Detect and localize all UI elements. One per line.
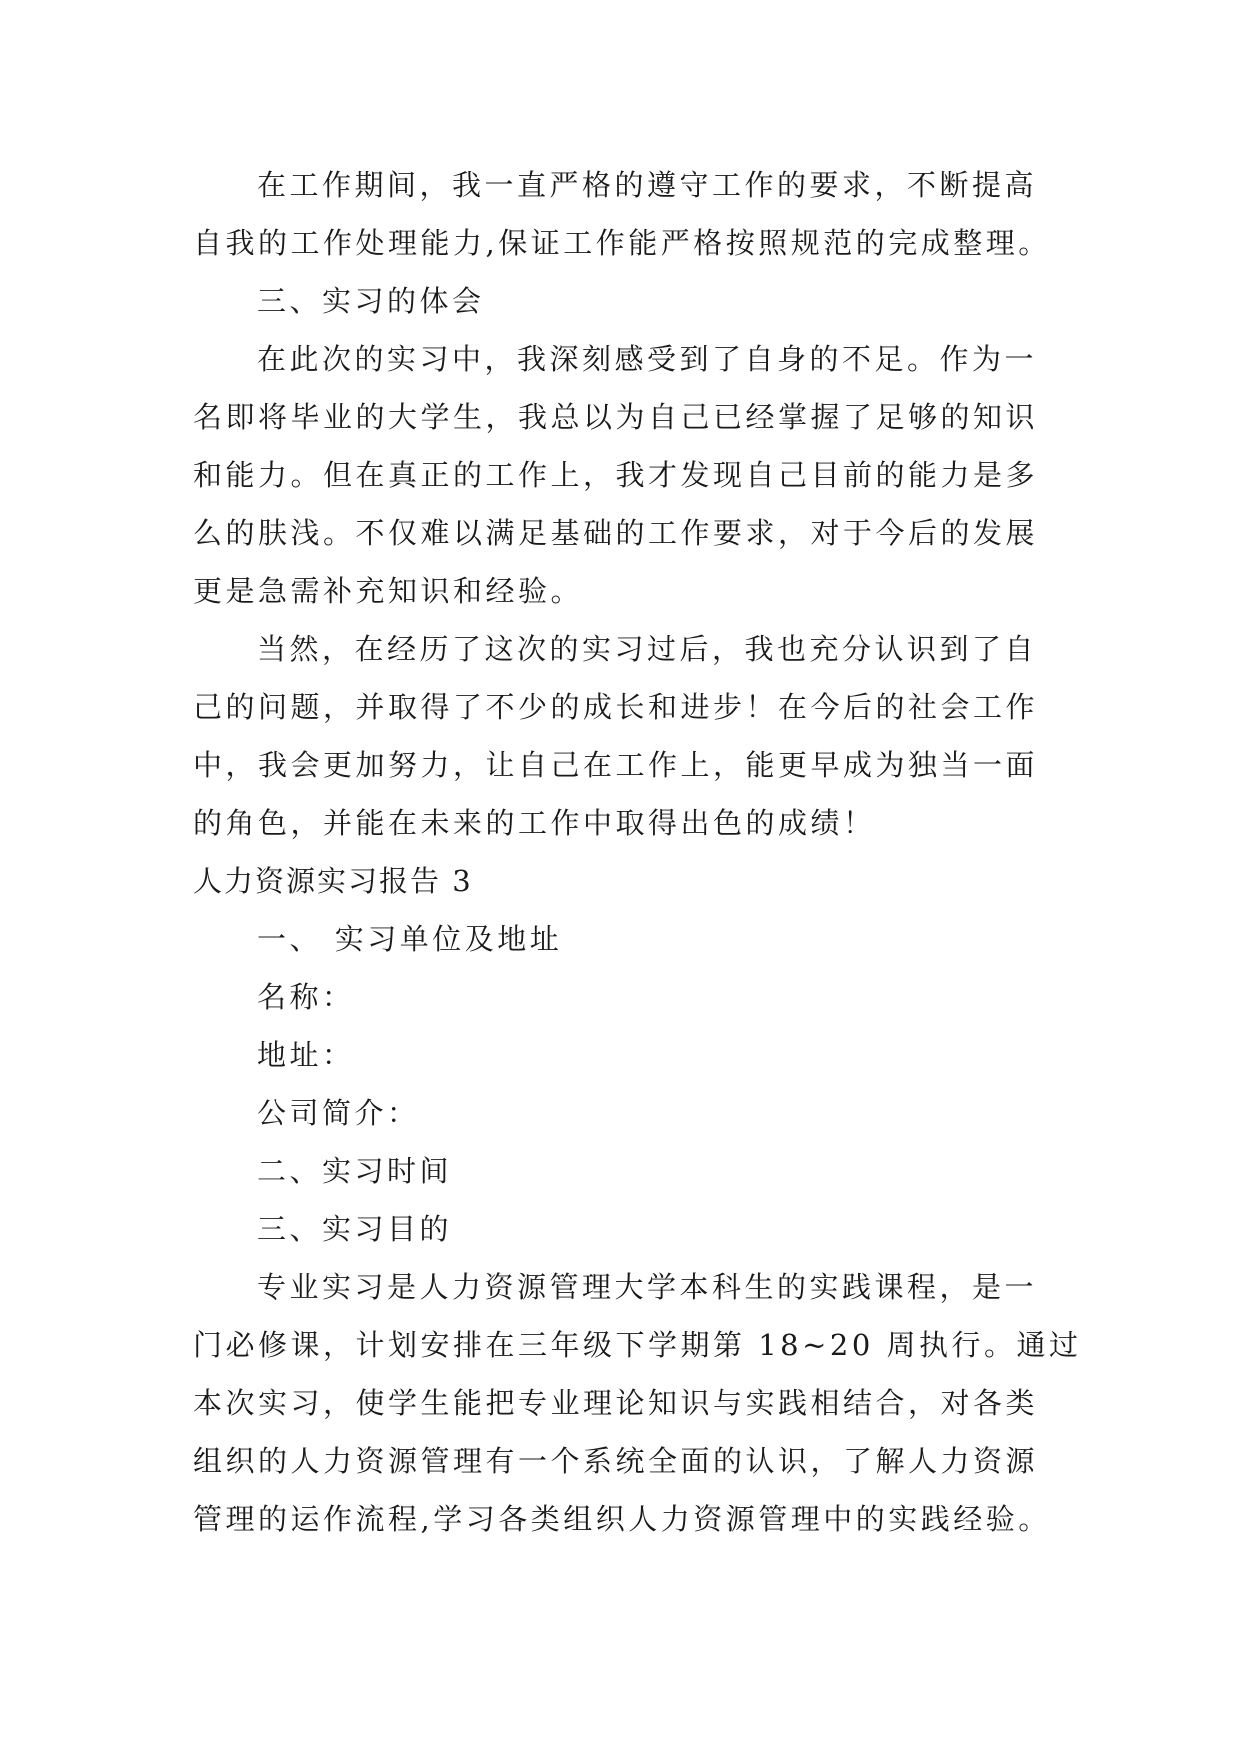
paragraph-line: 的角色，并能在未来的工作中取得出色的成绩！ [193,806,876,840]
paragraph-line: 名即将毕业的大学生，我总以为自己已经掌握了足够的知识 [193,400,1039,434]
paragraph-line: 在此次的实习中，我深刻感受到了自身的不足。作为一 [257,342,1038,376]
paragraph-line: 更是急需补充知识和经验。 [193,574,584,608]
paragraph-line: 么的肤浅。不仅难以满足基础的工作要求，对于今后的发展 [193,516,1039,550]
paragraph-line: 当然，在经历了这次的实习过后，我也充分认识到了自 [257,632,1038,666]
field-label-name: 名称： [257,980,355,1014]
report-title: 人力资源实习报告 3 [193,864,473,898]
paragraph-line: 管理的运作流程,学习各类组织人力资源管理中的实践经验。 [193,1502,1051,1536]
paragraph-line: 和能力。但在真正的工作上，我才发现自己目前的能力是多 [193,458,1039,492]
paragraph-line: 组织的人力资源管理有一个系统全面的认识，了解人力资源 [193,1444,1039,1478]
paragraph-line: 门必修课，计划安排在三年级下学期第 18~20 周执行。通过 [193,1328,1082,1362]
paragraph-line: 专业实习是人力资源管理大学本科生的实践课程，是一 [257,1270,1038,1304]
section-heading: 三、实习的体会 [257,284,485,318]
field-label-company-intro: 公司简介： [257,1096,420,1130]
paragraph-line: 自我的工作处理能力,保证工作能严格按照规范的完成整理。 [193,226,1051,260]
paragraph-line: 中，我会更加努力，让自己在工作上，能更早成为独当一面 [193,748,1039,782]
section-heading: 一、 实习单位及地址 [257,922,563,956]
section-heading: 三、实习目的 [257,1212,453,1246]
section-heading: 二、实习时间 [257,1154,453,1188]
field-label-address: 地址： [257,1038,355,1072]
paragraph-line: 己的问题，并取得了不少的成长和进步！在今后的社会工作 [193,690,1039,724]
paragraph-line: 在工作期间，我一直严格的遵守工作的要求，不断提高 [257,168,1038,202]
paragraph-line: 本次实习，使学生能把专业理论知识与实践相结合，对各类 [193,1386,1039,1420]
